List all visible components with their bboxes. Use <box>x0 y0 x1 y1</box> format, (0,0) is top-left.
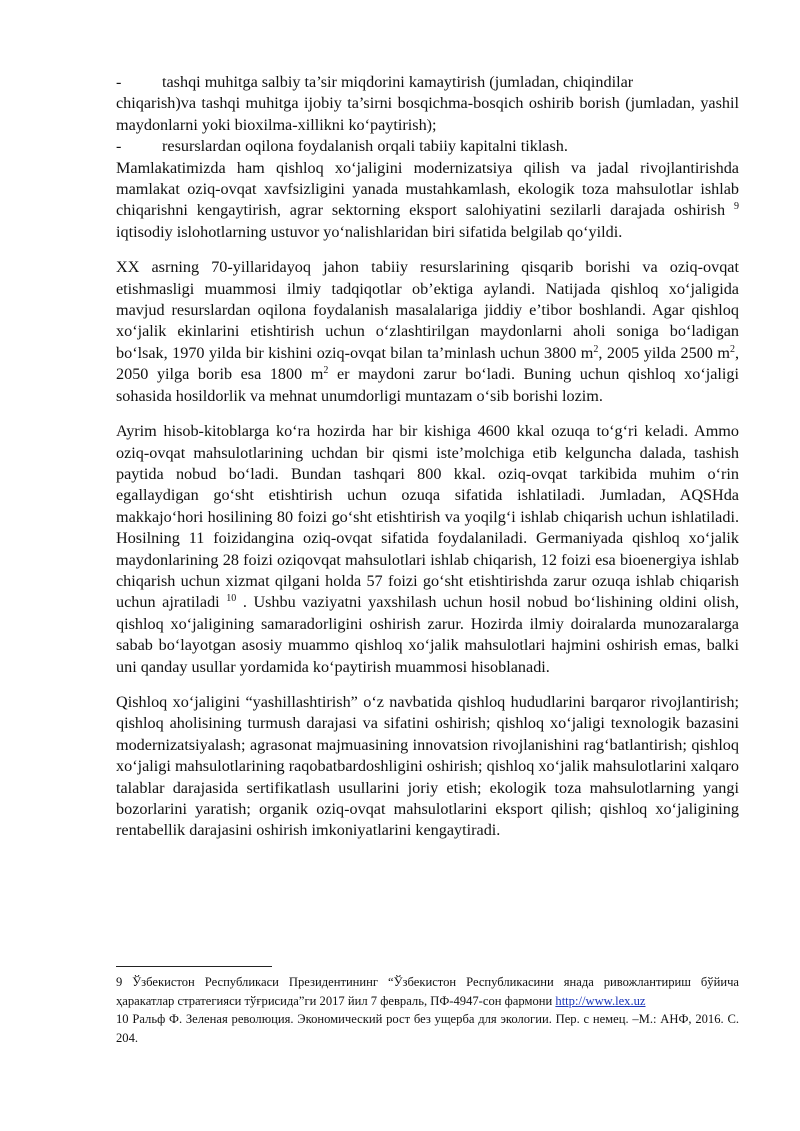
bullet-dash: - <box>116 73 122 91</box>
paragraph-1-text: Mamlakatimizda ham qishloq xo‘jaligini modernizatsiya qilish va jadal rivojlantirishda mamlakat oziq-ovqat xavfsizligini yanada mustahkamlash, ekologik toza mahsulotlar ishlab chiqarishni kengaytirish, agrar sektorning eksport salohiyatini sezilarli darajada oshirish <box>116 158 739 220</box>
paragraph-2-text-b: , 2005 yilda 2500 m <box>598 343 730 362</box>
paragraph-3 <box>116 421 739 678</box>
paragraph-2 <box>116 257 739 407</box>
bullet-text: resurslardan oqilona foydalanish orqali tabiiy kapitalni tiklash. <box>162 137 568 156</box>
bullet-dash: - <box>116 137 122 156</box>
bullet-item-1 <box>116 72 739 93</box>
footnote-ref-9[interactable]: 9 <box>734 201 740 213</box>
paragraph-1 <box>116 158 739 244</box>
footnote-9 <box>116 973 739 1010</box>
footnote-9-link[interactable]: http://www.lex.uz <box>555 993 646 1008</box>
footnote-separator <box>116 966 272 967</box>
superscript-2: 2 <box>729 343 735 355</box>
bullet-text-line1: tashqi muhitga salbiy ta’sir miqdorini kamaytirish (jumladan, chiqindilar <box>162 73 634 91</box>
paragraph-2-text-a: XX asrning 70-yillaridayoq jahon tabiiy resurslarining qisqarib borishi va oziq-ovqat etishmasligi muammosi ilmiy tadqiqotlar ob’ektiga aylandi. Natijada qishloq xo‘jaligida mavjud resurslardan oqilona foydalanish masalalariga jiddiy e’tibor boshlandi. Agar qishloq xo‘jalik ekinlarini etishtirish uchun o‘zlashtirilgan maydonlarni aholi soniga bo‘ladigan bo‘lsak, 1970 yilda bir kishini oziq-ovqat bilan ta’minlash uchun 3800 m <box>116 258 739 362</box>
superscript-2: 2 <box>323 365 329 377</box>
paragraph-2-text-c: , 2050 yilga borib esa 1800 m <box>116 343 739 384</box>
footnotes <box>116 973 739 1047</box>
bullet-item-2 <box>116 136 739 157</box>
bullet-item-1-continuation: chiqarish)va tashqi muhitga ijobiy ta’sirni bosqichma-bosqich oshirib borish (jumladan, yashil maydonlarni yoki bioxilma-xillikni ko‘paytirish); <box>116 94 739 134</box>
superscript-2: 2 <box>593 343 599 355</box>
paragraph-4: Qishloq xo‘jaligini “yashillashtirish” o‘z navbatida qishloq hududlarini barqaror rivojlantirish; qishloq aholisining turmush darajasi va sifatini oshirish; qishloq xo‘jaligi texnologik bazasini modernizatsiyalash; agrasonat majmuasining innovatsion rivojlanishini rag‘batlantirish; qishloq xo‘jaligi mahsulotlarining raqobatbardoshligini oshirish; qishloq xo‘jalik mahsulotlarini xalqaro talablar darajasida sertifikatlash usullarini joriy etish; ekologik toza mahsulotlarning yangi bozorlarini yaratish; organik oziq-ovqat mahsulotlarini eksport qilish; qishloq xo‘jaligining rentabellik darajasini oshirish imkoniyatlarini kengaytiradi. <box>116 692 739 840</box>
paragraph-1-text-end: iqtisodiy islohotlarning ustuvor yo‘nalishlaridan biri sifatida belgilab qo‘yildi. <box>116 222 623 241</box>
footnote-9-text: 9 Ўзбекистон Республикаси Президентининг “Ўзбекистон Республикасини янада ривожлантириш бўйича ҳаракатлар стратегияси тўғрисида”ги 2017 йил 7 февраль, ПФ-4947-сон фармони <box>116 975 739 1008</box>
paragraph-3-text: Ayrim hisob-kitoblarga ko‘ra hozirda har bir kishiga 4600 kkal ozuqa to‘g‘ri keladi. Ammo oziq-ovqat mahsulotlarining uchdan bir qismi iste’molchiga etib kelguncha dalada, tashish paytida nobud bo‘ladi. Bundan tashqari 800 kkal. oziq-ovqat tarkibida muhim o‘rin egallaydigan go‘sht etishtirish uchun ozuqa sifatida ishlatiladi. Jumladan, AQSHda makkajo‘hori hosilining 80 foizi go‘sht etishtirish va yoqilg‘i ishlab chiqarish uchun ishlatiladi. Hosilning 11 foizidangina oziq-ovqat sifatida foydalaniladi. Germaniyada qishloq xo‘jalik maydonlarining 28 foizi oziqovqat mahsulotlari ishlab chiqarish, 12 foizi esa bioenergiya ishlab chiqarish uchun xizmat qilgani holda 57 foizi go‘sht etishtirishda zarur ozuqa ishlab chiqarish uchun ajratiladi <box>116 422 739 612</box>
footnote-ref-10[interactable]: 10 <box>226 593 237 605</box>
footnote-10: 10 Ральф Ф. Зеленая революция. Экономический рост без ущерба для экологии. Пер. с немец. –М.: АНФ, 2016. С. 204. <box>116 1012 739 1045</box>
paragraph-3-text-end: . Ushbu vaziyatni yaxshilash uchun hosil nobud bo‘lishining oldini olish, qishloq xo‘jaligining samaradorligini oshirish zarur. Hozirda ilmiy doiralarda munozaralarga sabab bo‘layotgan asosiy muammo qishloq xo‘jalik mahsulotlari hajmini oshirish emas, balki uni qanday usullar yordamida ko‘paytirish muammosi hisoblanadi. <box>116 593 740 676</box>
paragraph-2-text-d: er maydoni zarur bo‘ladi. Buning uchun qishloq xo‘jaligi sohasida hosildorlik va mehnat unumdorligi muntazam o‘sib borishi lozim. <box>116 365 739 405</box>
main-text <box>116 72 739 842</box>
